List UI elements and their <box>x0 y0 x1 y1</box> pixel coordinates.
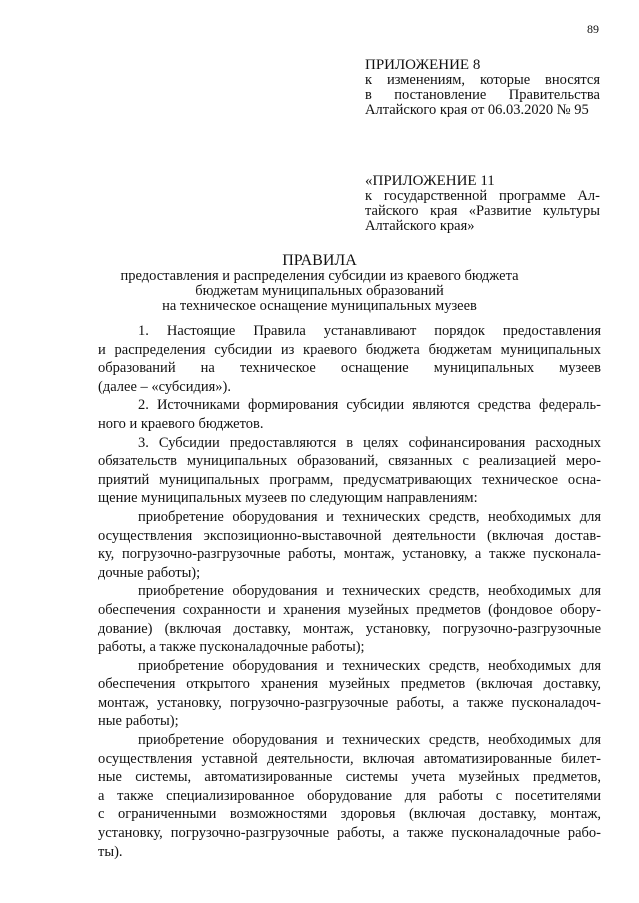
page-number: 89 <box>587 22 599 36</box>
text-line: 2. Источниками формирования субсидии являются средства федераль- <box>138 397 601 414</box>
text-line: работы, а также пусконаладочные работы); <box>98 639 365 656</box>
annex-8-line: в постановление Правительства <box>365 87 600 103</box>
paragraph-1 <box>98 322 601 396</box>
paragraph-3 <box>98 434 601 508</box>
text-line: ные системы, автоматизированные системы учета музейных предметов, <box>98 769 601 786</box>
rules-body <box>98 322 601 861</box>
annex-8-line: Алтайского края от 06.03.2020 № 95 <box>365 102 589 118</box>
text-line: с ограниченными возможностями здоровья (включая доставку, монтаж, <box>98 806 601 823</box>
text-line: приобретение оборудования и технических средств, необходимых для <box>138 732 601 749</box>
text-line: ного и краевого бюджетов. <box>98 415 264 432</box>
text-line: 1. Настоящие Правила устанавливают порядок предоставления <box>138 323 601 339</box>
rules-subtitle-line: предоставления и распределения субсидии из краевого бюджета <box>120 268 519 284</box>
text-line: приятий муниципальных программ, предусматривающих техническое осна- <box>98 471 601 488</box>
text-line: а также специализированное оборудование для работы с посетителями <box>98 787 601 804</box>
annex-8-heading: ПРИЛОЖЕНИЕ 8 <box>365 57 481 73</box>
annex-8-block <box>365 58 600 118</box>
paragraph-2 <box>98 396 601 433</box>
text-line: осуществления экспозиционно-выставочной деятельности (включая достав- <box>98 527 601 544</box>
annex-11-line: к государственной программе Ал- <box>365 188 600 204</box>
text-line: монтаж, установку, погрузочно-разгрузочные работы, а также пусконаладоч- <box>98 694 601 711</box>
text-line: щение муниципальных музеев по следующим направлениям: <box>98 490 478 507</box>
text-line: обязательств муниципальных образований, связанных с реализацией меро- <box>98 453 601 470</box>
text-line: образований на техническое оснащение муниципальных музеев <box>98 360 601 377</box>
direction-item-2 <box>98 582 601 656</box>
annex-11-heading: «ПРИЛОЖЕНИЕ 11 <box>365 173 495 189</box>
text-line: установку, погрузочно-разгрузочные работы, а также пусконаладочные рабо- <box>98 825 601 842</box>
text-line: дочные работы); <box>98 564 201 581</box>
text-line: приобретение оборудования и технических средств, необходимых для <box>138 583 601 600</box>
annex-11-line: Алтайского края» <box>365 218 475 234</box>
annex-8-line: к изменениям, которые вносятся <box>365 72 600 88</box>
direction-item-4 <box>98 731 601 861</box>
text-line: приобретение оборудования и технических средств, необходимых для <box>138 657 601 674</box>
text-line: 3. Субсидии предоставляются в целях софинансирования расходных <box>138 434 601 451</box>
rules-subtitle-line: бюджетам муниципальных образований <box>195 283 444 299</box>
text-line: обеспечения открытого хранения музейных предметов (включая доставку, <box>98 676 601 693</box>
annex-11-block <box>365 174 600 234</box>
direction-item-3 <box>98 657 601 731</box>
text-line: приобретение оборудования и технических средств, необходимых для <box>138 508 601 525</box>
text-line: ные работы); <box>98 713 179 730</box>
direction-item-1 <box>98 508 601 582</box>
rules-title-block <box>0 252 639 314</box>
text-line: ты). <box>98 843 123 860</box>
text-line: (далее – «субсидия»). <box>98 378 232 395</box>
rules-title: ПРАВИЛА <box>282 252 357 269</box>
text-line: обеспечения сохранности и хранения музейных предметов (фондовое обору- <box>98 601 601 618</box>
text-line: ку, погрузочно-разгрузочные работы, монтаж, установку, а также пусконала- <box>98 546 601 563</box>
text-line: дование) (включая доставку, монтаж, установку, погрузочно-разгрузочные <box>98 620 601 637</box>
rules-subtitle-line: на техническое оснащение муниципальных музеев <box>162 298 477 314</box>
text-line: и распределения субсидии из краевого бюджета бюджетам муниципальных <box>98 341 601 358</box>
text-line: осуществления уставной деятельности, включая автоматизированные билет- <box>98 750 601 767</box>
annex-11-line: тайского края «Развитие культуры <box>365 203 600 219</box>
